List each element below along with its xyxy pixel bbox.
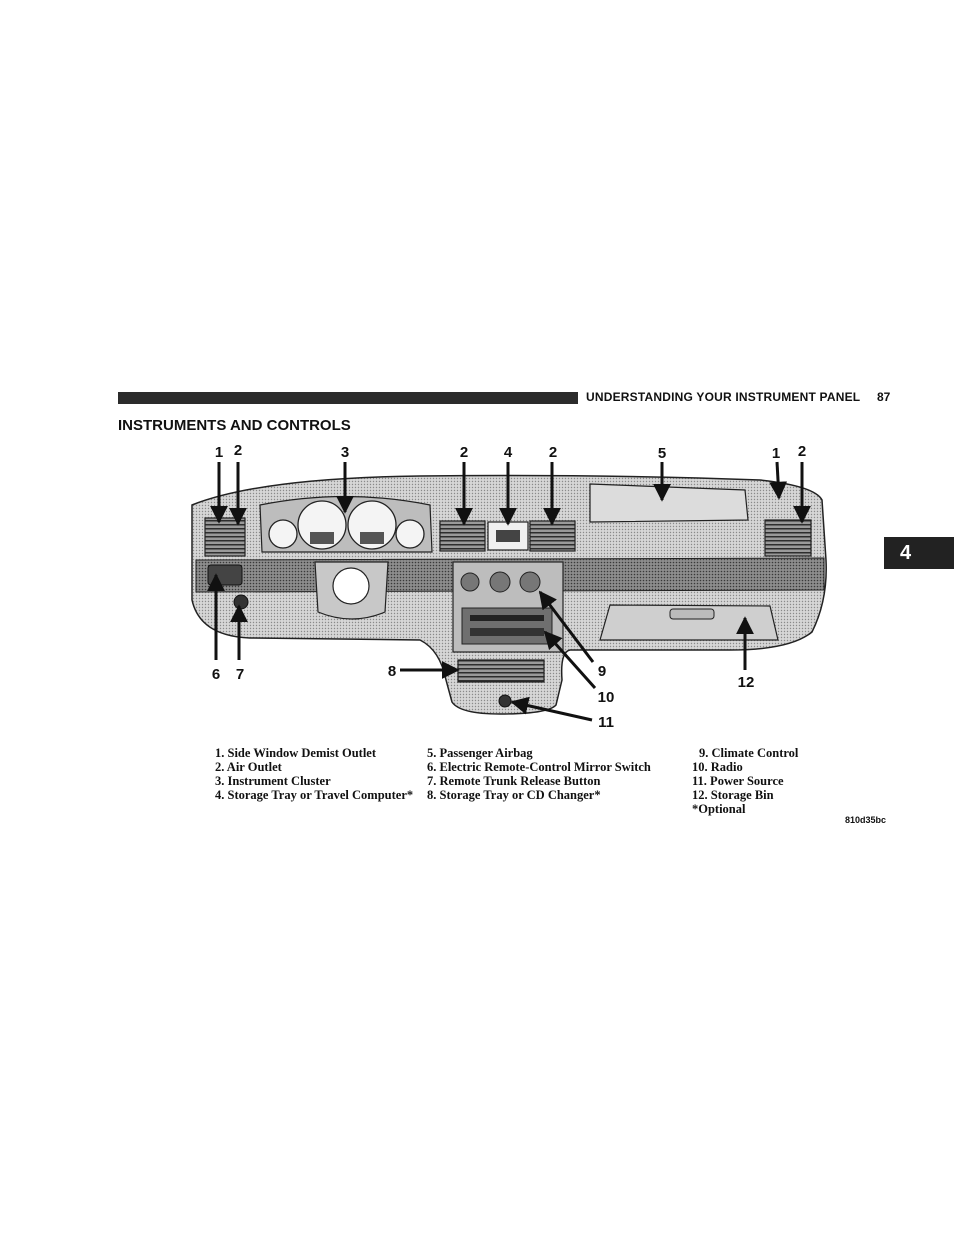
gauge-left (269, 520, 297, 548)
running-header-title: UNDERSTANDING YOUR INSTRUMENT PANEL (586, 390, 861, 404)
trunk-release-button (234, 595, 248, 609)
callout-number: 4 (503, 444, 513, 461)
passenger-airbag-panel (590, 484, 748, 522)
callout-number: 2 (459, 444, 469, 461)
callout-number: 12 (737, 674, 755, 691)
legend-item: 7. Remote Trunk Release Button (427, 774, 601, 788)
callout-number: 10 (597, 689, 615, 706)
legend-item: 2. Air Outlet (215, 760, 282, 774)
right-side-vent (765, 520, 811, 556)
callout-number: 2 (233, 442, 243, 459)
legend-column-2 (427, 746, 651, 802)
radio-unit (462, 608, 552, 644)
legend-column-1 (215, 746, 413, 802)
callout-number: 11 (598, 714, 614, 731)
callout-number: 9 (597, 663, 607, 680)
legend-item: 9. Climate Control (699, 746, 799, 760)
center-right-vent (530, 521, 575, 551)
legend-item: 12. Storage Bin (692, 788, 774, 802)
callout-number: 6 (211, 666, 221, 683)
power-source-outlet (499, 695, 511, 707)
mirror-switch (208, 565, 242, 585)
callout-number: 3 (340, 444, 350, 461)
callout-number: 8 (387, 663, 397, 680)
legend-item: 3. Instrument Cluster (215, 774, 331, 788)
storage-tray-cd-changer (458, 660, 544, 682)
legend-item: 6. Electric Remote-Control Mirror Switch (427, 760, 651, 774)
legend-item: 5. Passenger Airbag (427, 746, 533, 760)
legend-item: 8. Storage Tray or CD Changer* (427, 788, 601, 802)
callout-number: 1 (214, 444, 224, 461)
callout-number: 5 (657, 445, 667, 462)
legend-item: 10. Radio (692, 760, 743, 774)
legend-item: 1. Side Window Demist Outlet (215, 746, 377, 760)
section-title: INSTRUMENTS AND CONTROLS (118, 417, 351, 434)
center-left-vent (440, 521, 485, 551)
figure-code: 810d35bc (845, 815, 887, 825)
callout-number: 2 (797, 443, 807, 460)
callout-number: 1 (771, 445, 781, 462)
legend-item: 4. Storage Tray or Travel Computer* (215, 788, 414, 802)
page-number: 87 (877, 390, 891, 404)
climate-knob-left (461, 573, 479, 591)
legend-column-3 (692, 746, 798, 816)
callout-number: 7 (235, 666, 245, 683)
legend-item: 11. Power Source (692, 774, 784, 788)
callout-number: 2 (548, 444, 558, 461)
gauge-right (396, 520, 424, 548)
climate-knob-center (490, 572, 510, 592)
climate-knob-right (520, 572, 540, 592)
legend-footnote: *Optional (692, 802, 746, 816)
chapter-tab: 4 (884, 537, 954, 569)
